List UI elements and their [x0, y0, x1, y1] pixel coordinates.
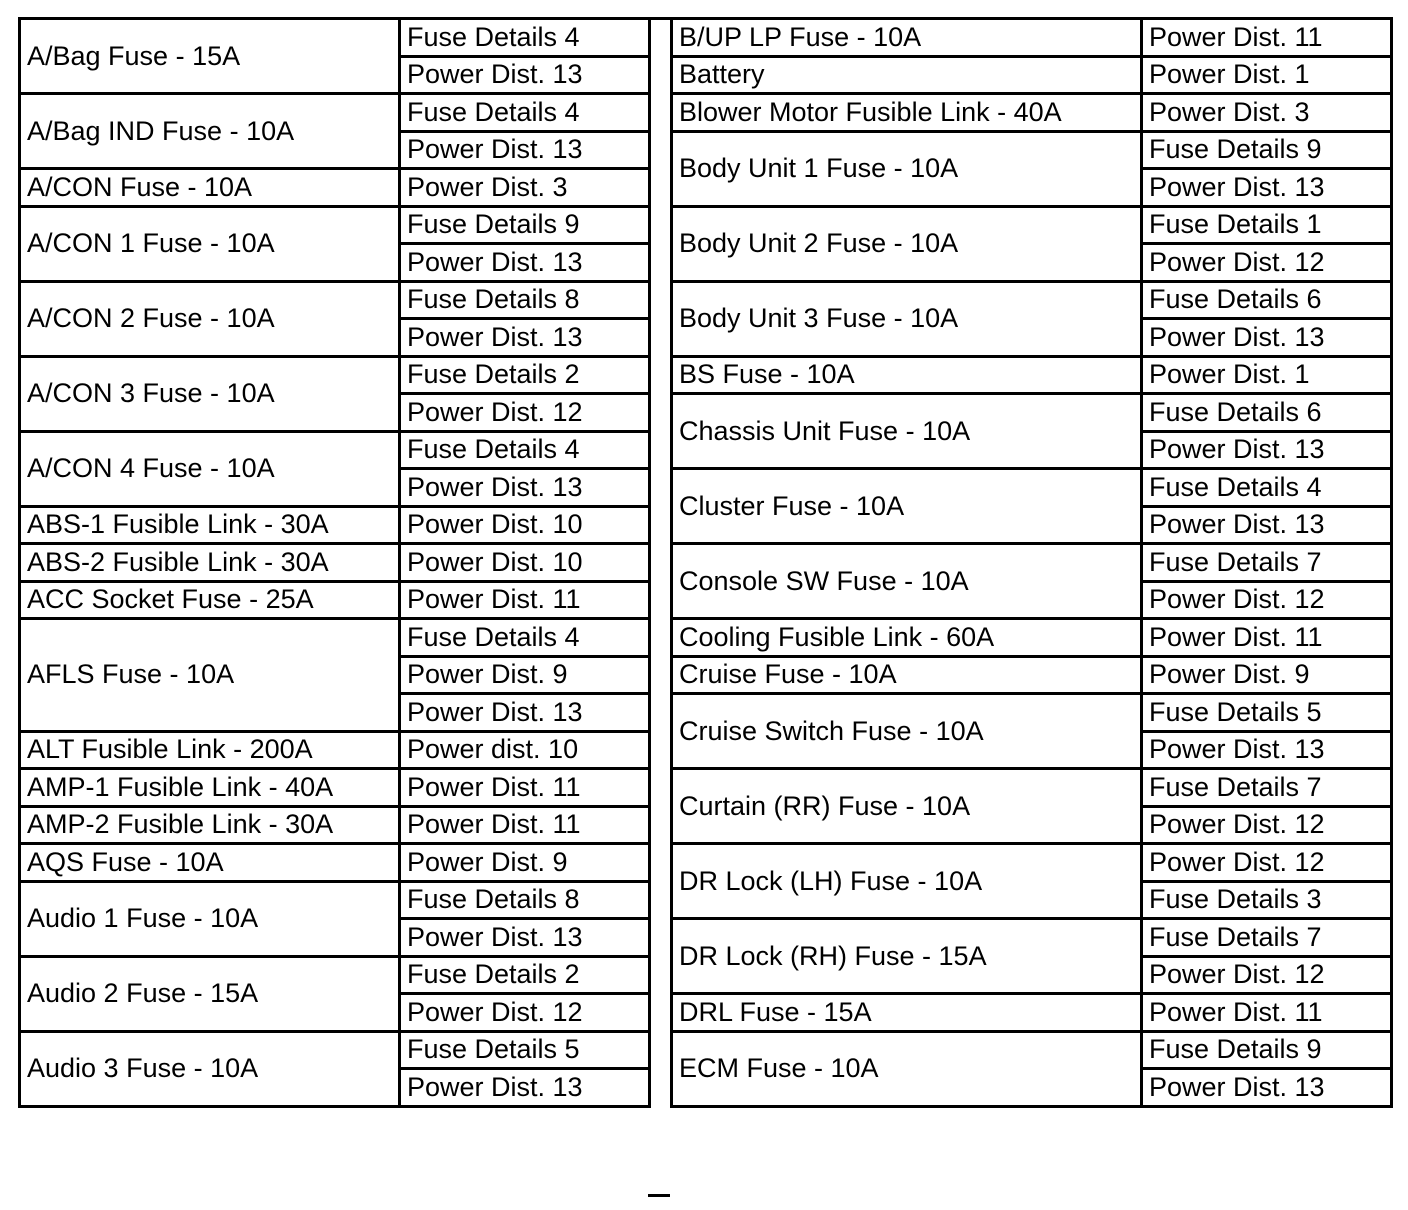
reference-cell: Power Dist. 13: [1142, 169, 1392, 207]
table-row: [672, 994, 1392, 1032]
reference-cell: Power Dist. 10: [400, 506, 650, 544]
reference-cell: Fuse Details 9: [1142, 131, 1392, 169]
reference-cell: Fuse Details 8: [400, 281, 650, 319]
table-row: [20, 506, 650, 544]
reference-cell: Power Dist. 10: [400, 544, 650, 582]
reference-cell: Power Dist. 12: [400, 994, 650, 1032]
table-row: [672, 544, 1392, 582]
table-row: [672, 1031, 1392, 1069]
reference-cell: Power Dist. 11: [1142, 619, 1392, 657]
reference-cell: Power Dist. 13: [400, 919, 650, 957]
reference-cell: Power Dist. 9: [400, 656, 650, 694]
table-row: [20, 281, 650, 319]
component-name: ALT Fusible Link - 200A: [20, 731, 400, 769]
table-row: [20, 356, 650, 394]
table-row: [672, 919, 1392, 957]
reference-cell: Power Dist. 13: [400, 694, 650, 732]
component-name: DR Lock (LH) Fuse - 10A: [672, 844, 1142, 919]
reference-cell: Fuse Details 7: [1142, 919, 1392, 957]
table-row: [672, 394, 1392, 432]
component-name: A/Bag Fuse - 15A: [20, 19, 400, 94]
reference-cell: Power Dist. 3: [1142, 94, 1392, 132]
component-name: AMP-1 Fusible Link - 40A: [20, 769, 400, 807]
reference-cell: Power Dist. 13: [1142, 319, 1392, 357]
component-name: ACC Socket Fuse - 25A: [20, 581, 400, 619]
reference-cell: Fuse Details 5: [1142, 694, 1392, 732]
table-row: [672, 131, 1392, 169]
component-name: Cooling Fusible Link - 60A: [672, 619, 1142, 657]
table-row: [20, 769, 650, 807]
reference-cell: Power Dist. 9: [1142, 656, 1392, 694]
component-name: Audio 1 Fuse - 10A: [20, 881, 400, 956]
reference-cell: Power Dist. 13: [1142, 506, 1392, 544]
component-name: A/CON 4 Fuse - 10A: [20, 431, 400, 506]
reference-cell: Power Dist. 13: [1142, 1069, 1392, 1107]
reference-cell: Power Dist. 13: [400, 244, 650, 282]
component-name: A/CON 2 Fuse - 10A: [20, 281, 400, 356]
table-row: [672, 94, 1392, 132]
table-row: [672, 694, 1392, 732]
component-name: AFLS Fuse - 10A: [20, 619, 400, 732]
table-row: [20, 581, 650, 619]
reference-cell: Fuse Details 6: [1142, 394, 1392, 432]
component-name: B/UP LP Fuse - 10A: [672, 19, 1142, 57]
table-row: [672, 656, 1392, 694]
reference-cell: Power Dist. 13: [400, 319, 650, 357]
component-name: BS Fuse - 10A: [672, 356, 1142, 394]
fuse-table-left: [18, 17, 651, 1108]
reference-cell: Power Dist. 12: [400, 394, 650, 432]
component-name: Body Unit 2 Fuse - 10A: [672, 206, 1142, 281]
reference-cell: Power Dist. 12: [1142, 581, 1392, 619]
component-name: DR Lock (RH) Fuse - 15A: [672, 919, 1142, 994]
component-name: AMP-2 Fusible Link - 30A: [20, 806, 400, 844]
component-name: Cluster Fuse - 10A: [672, 469, 1142, 544]
table-row: [672, 469, 1392, 507]
table-row: [20, 431, 650, 469]
reference-cell: Fuse Details 9: [1142, 1031, 1392, 1069]
reference-cell: Fuse Details 4: [400, 431, 650, 469]
component-name: ABS-1 Fusible Link - 30A: [20, 506, 400, 544]
table-row: [672, 206, 1392, 244]
reference-cell: Power Dist. 3: [400, 169, 650, 207]
component-name: A/CON Fuse - 10A: [20, 169, 400, 207]
table-row: [20, 844, 650, 882]
component-name: Curtain (RR) Fuse - 10A: [672, 769, 1142, 844]
reference-cell: Fuse Details 7: [1142, 769, 1392, 807]
reference-cell: Fuse Details 4: [400, 19, 650, 57]
reference-cell: Fuse Details 6: [1142, 281, 1392, 319]
reference-cell: Fuse Details 7: [1142, 544, 1392, 582]
reference-cell: Fuse Details 9: [400, 206, 650, 244]
reference-cell: Power Dist. 9: [400, 844, 650, 882]
component-name: Audio 3 Fuse - 10A: [20, 1031, 400, 1106]
reference-cell: Power Dist. 11: [400, 806, 650, 844]
component-name: AQS Fuse - 10A: [20, 844, 400, 882]
reference-cell: Power Dist. 13: [400, 1069, 650, 1107]
table-row: [672, 769, 1392, 807]
reference-cell: Power Dist. 13: [400, 469, 650, 507]
fuse-index: [18, 17, 1390, 1197]
component-name: Cruise Switch Fuse - 10A: [672, 694, 1142, 769]
table-row: [672, 281, 1392, 319]
reference-cell: Fuse Details 2: [400, 356, 650, 394]
table-row: [20, 1031, 650, 1069]
reference-cell: Power Dist. 12: [1142, 844, 1392, 882]
table-row: [20, 19, 650, 57]
table-row: [672, 56, 1392, 94]
component-name: A/CON 3 Fuse - 10A: [20, 356, 400, 431]
reference-cell: Fuse Details 5: [400, 1031, 650, 1069]
component-name: Blower Motor Fusible Link - 40A: [672, 94, 1142, 132]
table-row: [20, 206, 650, 244]
reference-cell: Fuse Details 8: [400, 881, 650, 919]
table-row: [672, 19, 1392, 57]
table-row: [20, 881, 650, 919]
component-name: Body Unit 1 Fuse - 10A: [672, 131, 1142, 206]
reference-cell: Fuse Details 4: [1142, 469, 1392, 507]
component-name: A/Bag IND Fuse - 10A: [20, 94, 400, 169]
reference-cell: Power dist. 10: [400, 731, 650, 769]
reference-cell: Power Dist. 13: [400, 56, 650, 94]
reference-cell: Fuse Details 2: [400, 956, 650, 994]
table-row: [672, 356, 1392, 394]
reference-cell: Power Dist. 12: [1142, 244, 1392, 282]
reference-cell: Power Dist. 12: [1142, 956, 1392, 994]
component-name: Chassis Unit Fuse - 10A: [672, 394, 1142, 469]
component-name: Console SW Fuse - 10A: [672, 544, 1142, 619]
table-row: [20, 619, 650, 657]
table-row: [20, 544, 650, 582]
component-name: Body Unit 3 Fuse - 10A: [672, 281, 1142, 356]
component-name: Audio 2 Fuse - 15A: [20, 956, 400, 1031]
reference-cell: Power Dist. 12: [1142, 806, 1392, 844]
reference-cell: Fuse Details 1: [1142, 206, 1392, 244]
table-row: [20, 956, 650, 994]
reference-cell: Fuse Details 3: [1142, 881, 1392, 919]
reference-cell: Power Dist. 11: [1142, 994, 1392, 1032]
table-row: [20, 169, 650, 207]
component-name: A/CON 1 Fuse - 10A: [20, 206, 400, 281]
component-name: Cruise Fuse - 10A: [672, 656, 1142, 694]
fuse-table-right: [670, 17, 1393, 1108]
table-row: [672, 619, 1392, 657]
reference-cell: Power Dist. 13: [1142, 431, 1392, 469]
reference-cell: Power Dist. 11: [400, 769, 650, 807]
table-row: [20, 731, 650, 769]
table-row: [20, 806, 650, 844]
reference-cell: Power Dist. 11: [1142, 19, 1392, 57]
column-gap: [648, 17, 670, 1197]
reference-cell: Fuse Details 4: [400, 619, 650, 657]
table-row: [672, 844, 1392, 882]
reference-cell: Power Dist. 1: [1142, 356, 1392, 394]
component-name: ABS-2 Fusible Link - 30A: [20, 544, 400, 582]
reference-cell: Fuse Details 4: [400, 94, 650, 132]
component-name: Battery: [672, 56, 1142, 94]
table-row: [20, 94, 650, 132]
reference-cell: Power Dist. 1: [1142, 56, 1392, 94]
component-name: ECM Fuse - 10A: [672, 1031, 1142, 1106]
reference-cell: Power Dist. 13: [1142, 731, 1392, 769]
component-name: DRL Fuse - 15A: [672, 994, 1142, 1032]
reference-cell: Power Dist. 13: [400, 131, 650, 169]
reference-cell: Power Dist. 11: [400, 581, 650, 619]
